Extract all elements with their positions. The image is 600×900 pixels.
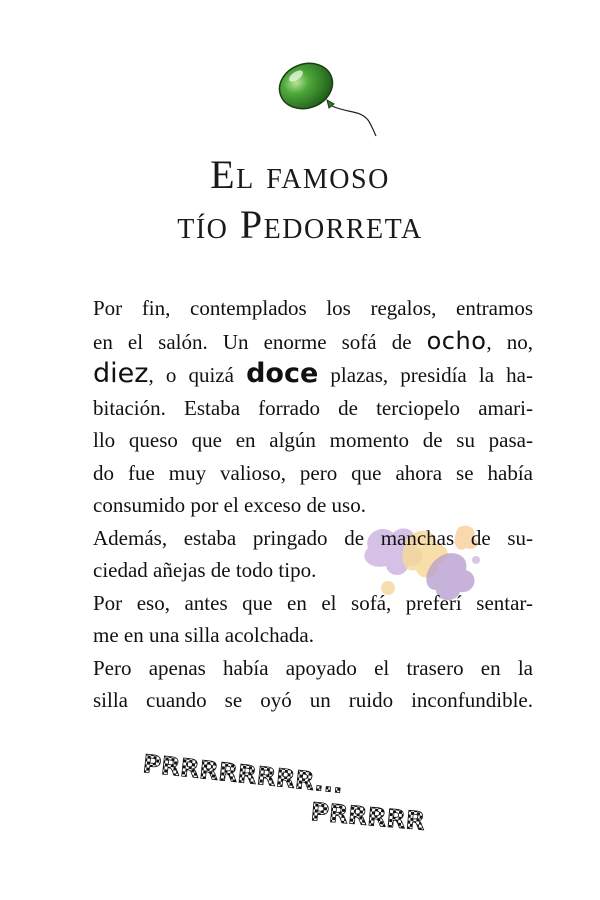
sound-effect-part-2: PRRRRR	[309, 797, 427, 836]
text-line: bitación. Estaba forrado de terciopelo amari-	[93, 395, 533, 420]
sound-effect-part-1: PRRRRRRRR...	[141, 749, 345, 800]
text-line: ciedad añejas de todo tipo.	[93, 558, 317, 582]
chapter-title	[0, 150, 600, 250]
text-line: me en una silla acolchada.	[93, 623, 314, 647]
chapter-title-line-1: El famoso	[210, 152, 390, 197]
emphasis-word-doce: doce	[246, 358, 319, 389]
emphasis-word-ocho: ocho	[426, 326, 487, 355]
green-balloon-icon	[272, 58, 384, 140]
text-segment: , no,	[486, 329, 533, 354]
emphasis-word-diez: diez	[93, 358, 149, 389]
text-line: Además, estaba pringado de manchas de su-	[93, 525, 533, 550]
text-line: Por fin, contemplados los regalos, entramos	[93, 296, 533, 320]
text-segment: en el salón. Un enorme sofá de	[93, 329, 427, 354]
text-line: Por eso, antes que en el sofá, preferí sentar-	[93, 590, 533, 615]
text-line: do fue muy valioso, pero que ahora se había	[93, 460, 533, 485]
story-text	[93, 292, 533, 717]
text-line: Pero apenas había apoyado el trasero en la	[93, 655, 533, 680]
text-segment: plazas, presidía la ha-	[318, 363, 533, 387]
text-line: consumido por el exceso de uso.	[93, 493, 366, 517]
sound-effect	[140, 740, 435, 840]
text-segment: , o quizá	[148, 363, 247, 387]
text-line	[93, 325, 533, 359]
text-line: silla cuando se oyó un ruido inconfundible.	[93, 688, 533, 712]
text-line: llo queso que en algún momento de su pasa-	[93, 428, 533, 452]
text-line	[93, 358, 533, 392]
chapter-title-line-2: tío Pedorreta	[177, 202, 423, 247]
